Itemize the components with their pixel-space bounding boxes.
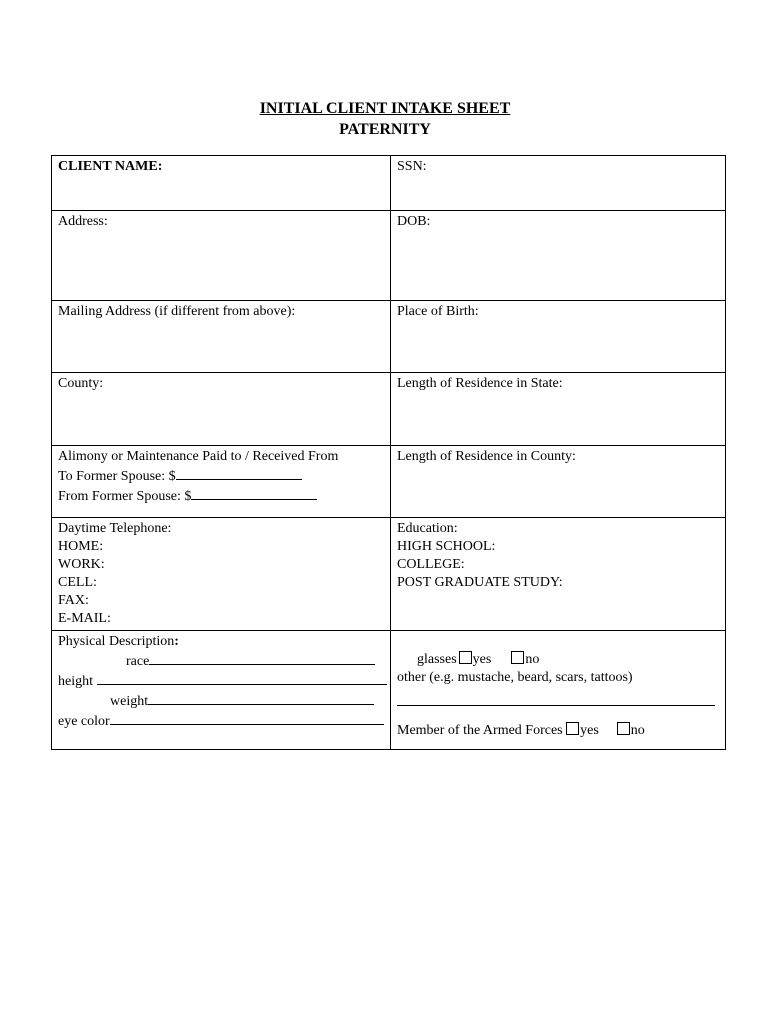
physical-description-colon: : — [174, 634, 179, 649]
title-line-1: INITIAL CLIENT INTAKE SHEET — [259, 100, 511, 117]
glasses-no-label: no — [525, 652, 540, 667]
other-features-label: other (e.g. mustache, beard, scars, tattoos) — [397, 670, 633, 685]
residence-county-label: Length of Residence in County: — [397, 449, 576, 464]
form-row — [52, 156, 726, 211]
race-label: race — [126, 654, 150, 669]
eye-color-label: eye color — [58, 714, 110, 729]
address-field[interactable] — [52, 211, 391, 301]
residence-county-field[interactable] — [391, 446, 726, 518]
home-phone-label: HOME: — [58, 539, 104, 554]
form-row — [52, 211, 726, 301]
glasses-yes-checkbox[interactable] — [459, 651, 472, 664]
ssn-field[interactable] — [391, 156, 726, 211]
form-row — [52, 446, 726, 518]
place-of-birth-label: Place of Birth: — [397, 304, 479, 319]
glasses-yes-label: yes — [472, 652, 492, 667]
client-name-label: CLIENT NAME: — [58, 159, 163, 174]
mailing-address-label: Mailing Address (if different from above): — [58, 304, 296, 319]
email-label: E-MAIL: — [58, 611, 111, 626]
telephone-cell — [52, 518, 391, 631]
from-spouse-label: From Former Spouse: $ — [58, 489, 192, 504]
form-row — [52, 518, 726, 631]
weight-field[interactable] — [148, 691, 374, 705]
education-cell — [391, 518, 726, 631]
to-spouse-label: To Former Spouse: $ — [58, 469, 176, 484]
education-heading: Education: — [397, 521, 458, 536]
features-cell — [391, 631, 726, 750]
telephone-heading: Daytime Telephone: — [58, 521, 172, 536]
high-school-label: HIGH SCHOOL: — [397, 539, 496, 554]
title-line-2: PATERNITY — [339, 121, 431, 138]
cell-phone-label: CELL: — [58, 575, 97, 590]
county-label: County: — [58, 376, 104, 391]
race-field[interactable] — [149, 651, 375, 665]
physical-description-heading: Physical Description — [58, 634, 175, 649]
form-row — [52, 373, 726, 446]
glasses-no-checkbox[interactable] — [511, 651, 524, 664]
post-grad-label: POST GRADUATE STUDY: — [397, 575, 563, 590]
residence-state-field[interactable] — [391, 373, 726, 446]
weight-label: weight — [110, 694, 149, 709]
ssn-label: SSN: — [397, 159, 427, 174]
form-row — [52, 631, 726, 750]
armed-forces-no-checkbox[interactable] — [617, 722, 630, 735]
armed-forces-yes-checkbox[interactable] — [566, 722, 579, 735]
fax-label: FAX: — [58, 593, 89, 608]
client-name-field[interactable] — [52, 156, 391, 211]
county-field[interactable] — [52, 373, 391, 446]
armed-forces-label: Member of the Armed Forces — [397, 723, 563, 738]
other-features-field[interactable] — [397, 704, 715, 706]
college-label: COLLEGE: — [397, 557, 465, 572]
residence-state-label: Length of Residence in State: — [397, 376, 563, 391]
physical-description-cell — [52, 631, 391, 750]
armed-forces-yes-label: yes — [580, 723, 599, 738]
glasses-label: glasses — [417, 652, 457, 667]
intake-form-table — [51, 155, 726, 750]
alimony-heading: Alimony or Maintenance Paid to / Received From — [58, 449, 339, 464]
height-field[interactable] — [97, 671, 387, 685]
armed-forces-no-label: no — [630, 723, 645, 738]
to-spouse-amount-field[interactable] — [176, 466, 302, 480]
mailing-address-field[interactable] — [52, 301, 391, 373]
eye-color-field[interactable] — [110, 711, 384, 725]
document-title — [0, 98, 770, 140]
form-row — [52, 301, 726, 373]
dob-field[interactable] — [391, 211, 726, 301]
work-phone-label: WORK: — [58, 557, 105, 572]
from-spouse-amount-field[interactable] — [191, 486, 317, 500]
address-label: Address: — [58, 214, 108, 229]
place-of-birth-field[interactable] — [391, 301, 726, 373]
dob-label: DOB: — [397, 214, 431, 229]
alimony-cell — [52, 446, 391, 518]
height-label: height — [58, 674, 93, 689]
